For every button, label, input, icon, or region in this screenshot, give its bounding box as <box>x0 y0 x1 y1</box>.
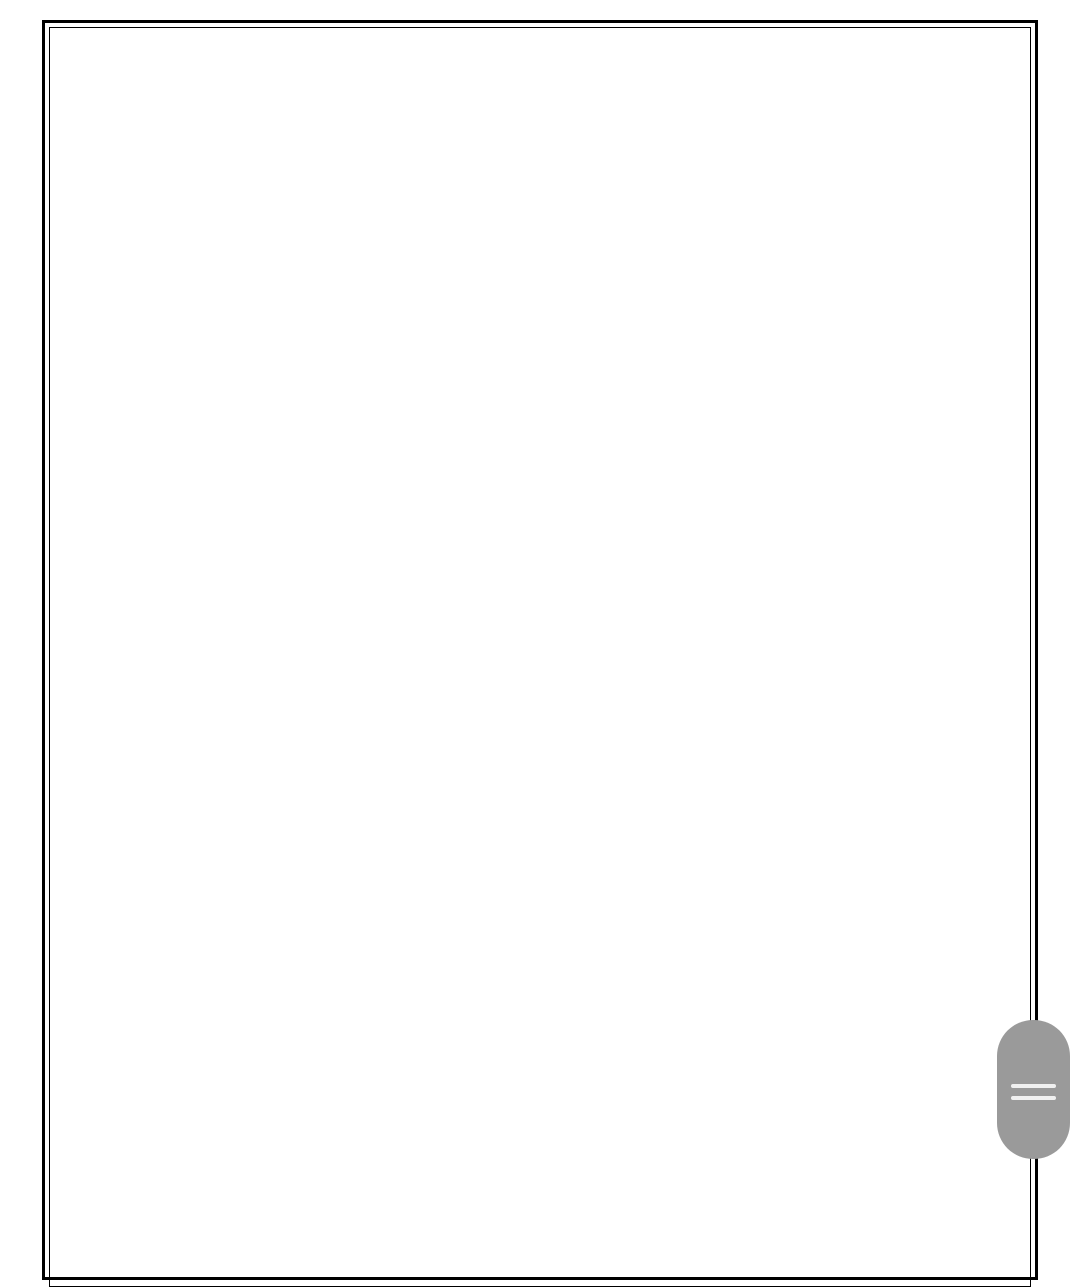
handle-grip-line <box>1011 1084 1056 1088</box>
spacer <box>71 30 991 59</box>
spacer <box>71 59 991 81</box>
handle-grip-line <box>1011 1096 1056 1100</box>
page-border-inner <box>49 27 1031 1287</box>
scroll-handle[interactable] <box>997 1020 1070 1159</box>
document-content <box>71 30 991 81</box>
